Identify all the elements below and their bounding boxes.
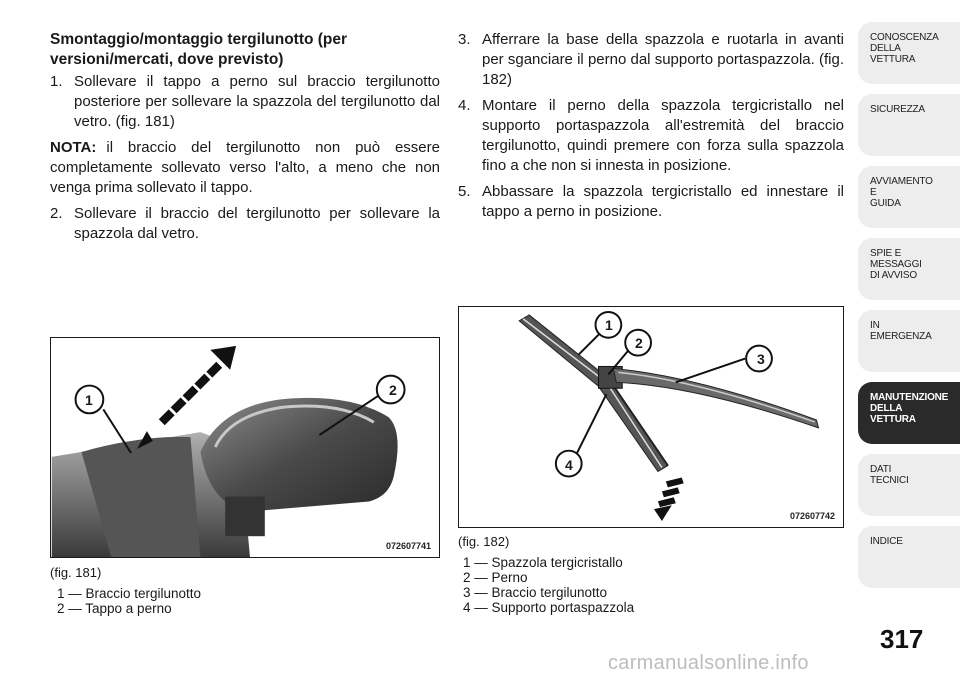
- step-number: 1.: [50, 73, 63, 90]
- step-number: 2.: [50, 205, 63, 222]
- legend-item: 2 — Perno: [463, 570, 528, 585]
- chapter-tab-4[interactable]: [858, 238, 960, 300]
- figure-181-caption: (fig. 181): [50, 565, 102, 580]
- chapter-tab-label: INDICE: [870, 536, 903, 547]
- legend-item: 4 — Supporto portaspazzola: [463, 600, 635, 615]
- chapter-tab-7[interactable]: [858, 454, 960, 516]
- step-text: Sollevare il braccio del tergilunotto per sollevare la spazzola dal vetro.: [74, 205, 440, 242]
- legend-item: 2 — Tappo a perno: [57, 601, 172, 616]
- figure-181-legend: [57, 586, 201, 616]
- step-3: [458, 30, 844, 90]
- wiper-blade-illustration: [459, 307, 843, 527]
- chapter-tab-label: TECNICI: [870, 475, 909, 486]
- callout-2: 2: [389, 382, 397, 398]
- chapter-tab-label: DI AVVISO: [870, 270, 917, 281]
- section-heading: Smontaggio/montaggio tergilunotto (per versioni/mercati, dove previsto): [50, 31, 348, 68]
- chapter-tab-label: EMERGENZA: [870, 331, 932, 342]
- step-text: Montare il perno della spazzola tergicristallo nel supporto portaspazzola all'estremità del braccio tergilunotto, quindi premere con forza sulla spazzola fino a che non si innesta in posizione.: [482, 97, 844, 174]
- step-number: 5.: [458, 183, 471, 200]
- direction-arrow-icon: [654, 477, 684, 521]
- callout-1: 1: [605, 317, 613, 333]
- chapter-tab-label: VETTURA: [870, 54, 916, 65]
- chapter-tab-label: E: [870, 187, 877, 198]
- note: [50, 138, 440, 198]
- chapter-tabs: [858, 22, 960, 598]
- chapter-tab-2[interactable]: [858, 94, 960, 156]
- chapter-tab-label: SICUREZZA: [870, 104, 925, 115]
- step-text: Sollevare il tappo a perno sul braccio tergilunotto posteriore per sollevare la spazzola del tergilunotto dal vetro. (fig. 181): [74, 73, 440, 130]
- right-column: [458, 30, 844, 228]
- chapter-tab-8[interactable]: [858, 526, 960, 588]
- figure-code: 072607742: [789, 511, 835, 521]
- step-1: [50, 72, 440, 132]
- note-label: NOTA:: [50, 139, 97, 156]
- step-2: [50, 204, 440, 244]
- chapter-tab-label: CONOSCENZA: [870, 32, 939, 43]
- legend-item: 1 — Spazzola tergicristallo: [463, 555, 623, 570]
- chapter-tab-label: DELLA: [870, 403, 903, 414]
- chapter-tab-label: MESSAGGI: [870, 259, 922, 270]
- chapter-tab-label: SPIE E: [870, 248, 902, 259]
- step-number: 4.: [458, 97, 471, 114]
- legend-item: 3 — Braccio tergilunotto: [463, 585, 608, 600]
- callout-4: 4: [565, 457, 573, 473]
- figure-code: 072607741: [385, 541, 431, 551]
- chapter-tab-label: DELLA: [870, 43, 901, 54]
- callout-1: 1: [85, 392, 93, 408]
- step-text: Afferrare la base della spazzola e ruotarla in avanti per sganciare il perno dal supporto portaspazzola. (fig. 182): [482, 31, 844, 88]
- figure-182-legend: [463, 555, 634, 615]
- note-text: il braccio del tergilunotto non può essere completamente sollevato verso l'alto, a meno che non venga prima sollevato il tappo.: [50, 139, 440, 196]
- page-number: 317: [880, 624, 924, 654]
- chapter-tab-label: DATI: [870, 464, 892, 475]
- chapter-tab-1[interactable]: [858, 22, 960, 84]
- step-4: [458, 96, 844, 176]
- chapter-tab-3[interactable]: [858, 166, 960, 228]
- chapter-tab-6[interactable]: [858, 382, 960, 444]
- chapter-tab-label: VETTURA: [870, 414, 916, 425]
- legend-item: 1 — Braccio tergilunotto: [57, 586, 202, 601]
- callout-2: 2: [635, 335, 643, 351]
- callout-3: 3: [757, 351, 765, 367]
- step-text: Abbassare la spazzola tergicristallo ed innestare il tappo a perno in posizione.: [482, 183, 844, 220]
- figure-182-caption: (fig. 182): [458, 534, 510, 549]
- chapter-tab-label: IN: [870, 320, 880, 331]
- left-column: [50, 30, 440, 250]
- chapter-tab-5[interactable]: [858, 310, 960, 372]
- figure-181: [50, 337, 440, 558]
- chapter-tab-label: GUIDA: [870, 198, 901, 209]
- watermark: carmanualsonline.info: [608, 652, 809, 674]
- figure-182: [458, 306, 844, 528]
- wiper-cap-illustration: [51, 338, 439, 557]
- chapter-tab-label: MANUTENZIONE: [870, 392, 949, 403]
- step-5: [458, 182, 844, 222]
- chapter-tab-label: AVVIAMENTO: [870, 176, 933, 187]
- step-number: 3.: [458, 31, 471, 48]
